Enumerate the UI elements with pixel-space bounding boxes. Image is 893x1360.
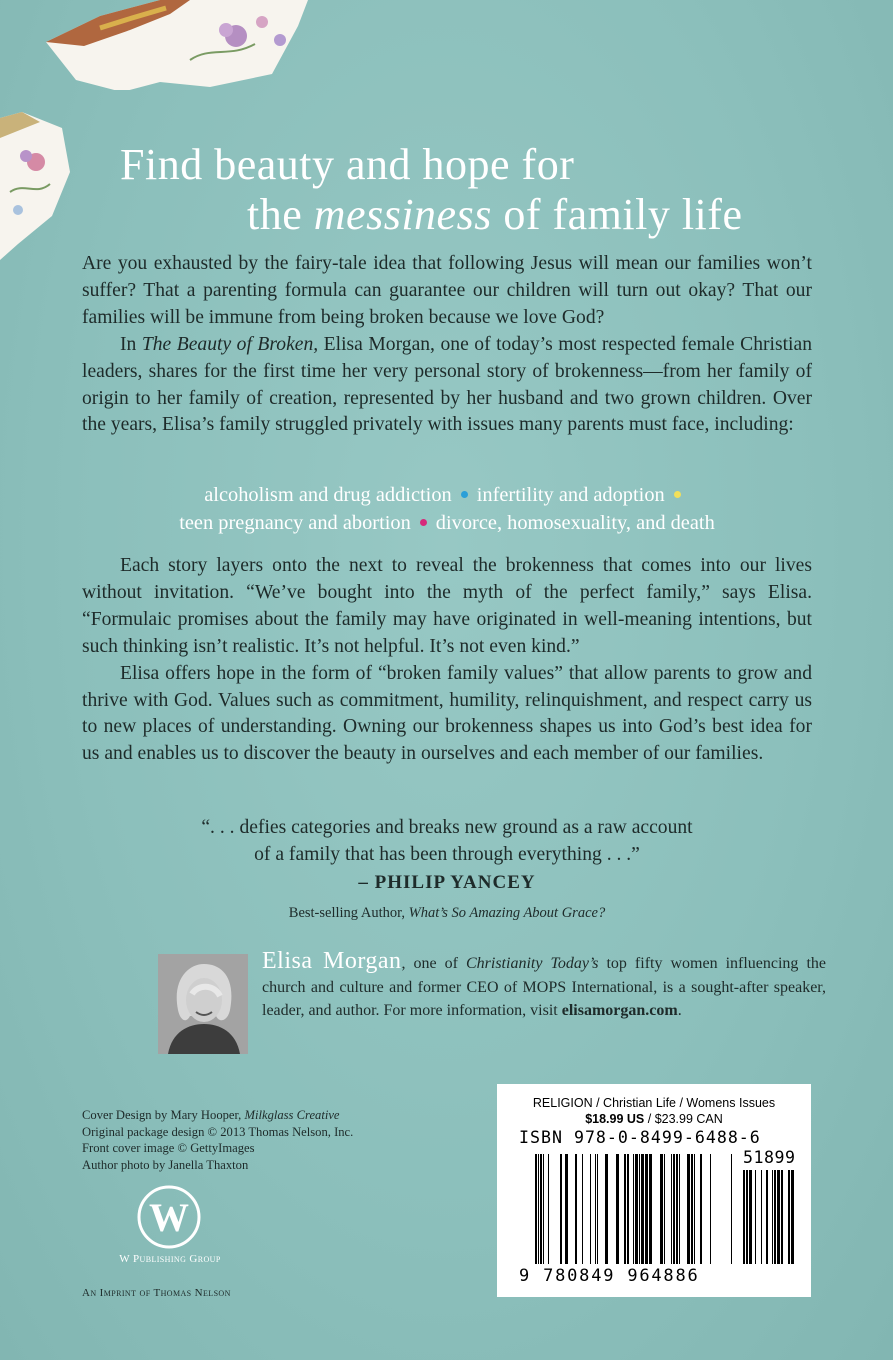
barcode-bar: [774, 1170, 776, 1264]
credit-photo: Author photo by Janella Thaxton: [82, 1157, 249, 1172]
barcode-bar: [633, 1154, 634, 1264]
barcode-bar: [694, 1154, 695, 1264]
endorsement-credential: [82, 900, 812, 927]
credential-text: Best-selling Author,: [288, 905, 409, 921]
credit-design: [82, 1107, 353, 1124]
barcode-bar: [548, 1154, 549, 1264]
author-bio-text: top fifty women influencing the church and culture and former CEO of MOPS International, is a sought-after speaker, leader, and author. For more information, visit: [262, 955, 826, 1020]
barcode-bar: [710, 1154, 711, 1264]
story-copy: [82, 553, 812, 768]
barcode-bar: [749, 1170, 752, 1264]
headline-line-1: Find beauty and hope for: [120, 140, 575, 189]
author-photo: [158, 954, 248, 1054]
barcode-bar: [540, 1154, 542, 1264]
endorsement: [82, 814, 812, 927]
barcode-bar: [761, 1170, 762, 1264]
credit-image: Front cover image © GettyImages: [82, 1141, 255, 1155]
intro-copy: [82, 251, 812, 439]
author-name: Elisa Morgan: [262, 948, 402, 974]
publisher-imprint: An Imprint of Thomas Nelson: [82, 1287, 231, 1299]
endorsement-line-2: of a family that has been through everything . . .”: [254, 844, 640, 865]
publisher-name: W Publishing Group: [119, 1253, 221, 1265]
porcelain-shard-top: [40, 0, 310, 90]
barcode-bar: [575, 1154, 577, 1264]
barcode-bar: [639, 1154, 640, 1264]
barcode-bar: [700, 1154, 702, 1264]
barcode-bar: [743, 1170, 745, 1264]
endorsement-line-1: “. . . defies categories and breaks new ground as a raw account: [201, 817, 693, 838]
barcode-bar: [535, 1154, 537, 1264]
author-bio-end: .: [677, 1002, 682, 1020]
author-bio-text: , one of: [401, 955, 466, 972]
bullet-dot-blue: [461, 491, 468, 498]
barcode-bar: [624, 1154, 626, 1264]
barcode-bar: [627, 1154, 629, 1264]
endorsement-attribution: – PHILIP YANCEY: [358, 872, 536, 893]
bisac-category: RELIGION / Christian Life / Womens Issues: [532, 1096, 776, 1110]
issues-line-2: [82, 509, 812, 537]
author-website-link[interactable]: elisamorgan.com: [561, 1002, 678, 1020]
barcode-bar: [777, 1170, 780, 1264]
issues-list: [82, 481, 812, 537]
isbn-text: ISBN 978-0-8499-6488-6: [519, 1128, 761, 1147]
barcode-bar: [616, 1154, 619, 1264]
price-can: $23.99 CAN: [654, 1112, 723, 1126]
barcode-bar: [788, 1170, 790, 1264]
barcode-bar: [597, 1154, 598, 1264]
intro-p2-rest: Elisa Morgan, one of today’s most respected female Christian leaders, shares for the first time her very personal story of brokenness—from her family of origin to her family of creation, represented by her husband and two grown children. Over the years, Elisa’s family struggled privately with issues many parents must face, including:: [82, 333, 812, 436]
intro-paragraph-2: [82, 332, 812, 440]
barcode-bar: [687, 1154, 690, 1264]
barcode-bar: [671, 1154, 672, 1264]
publisher-logo-icon: [131, 1184, 209, 1250]
issue-item: alcoholism and drug addiction: [204, 484, 452, 506]
headline-line-2-start: the: [247, 190, 314, 239]
credential-book: What’s So Amazing About Grace?: [408, 905, 606, 921]
publisher-logo-letter: W: [149, 1195, 189, 1240]
author-bio-magazine: Christianity Today’s: [465, 955, 599, 972]
story-paragraph-1: Each story layers onto the next to reveal the brokenness that comes into our lives without invitation. “We’ve bought into the myth of the perfect family,” says Elisa. “Formulaic promises about the family may have originated in well-meaning intentions, but such thinking isn’t realistic. It’s not helpful. It’s not even kind.”: [82, 555, 812, 657]
barcode-bar: [664, 1154, 665, 1264]
barcode-bar: [731, 1154, 732, 1264]
barcode-bar: [649, 1154, 652, 1264]
issue-item: divorce, homosexuality, and death: [435, 512, 715, 534]
barcode-bar: [676, 1154, 678, 1264]
bullet-dot-pink: [420, 519, 427, 526]
barcode-bar: [755, 1170, 756, 1264]
issue-item: teen pregnancy and abortion: [179, 512, 411, 534]
barcode-bar: [565, 1154, 568, 1264]
cover-credits: [82, 1107, 353, 1173]
barcode-bar: [673, 1154, 675, 1264]
headline-line-2: [247, 190, 742, 240]
credit-design-studio: Milkglass Creative: [244, 1108, 340, 1122]
story-paragraph-2: Elisa offers hope in the form of “broken family values” that allow parents to grow and thrive with God. Values such as commitment, humility, relinquishment, and respect carry us to new places of understanding. Owning our brokenness shapes us into God’s best idea for us and enables us to discover the beauty in ourselves and each member of our families.: [82, 662, 812, 765]
porcelain-shard-left: [0, 112, 72, 262]
issues-line-1: [82, 481, 812, 509]
price-separator: /: [644, 1112, 655, 1126]
ean-digits: 9 780849 964886: [519, 1266, 700, 1286]
barcode-bar: [635, 1154, 638, 1264]
barcode-bar: [645, 1154, 648, 1264]
credit-package: Original package design © 2013 Thomas Nelson, Inc.: [82, 1124, 354, 1139]
bullet-dot-yellow: [674, 491, 681, 498]
issue-item: infertility and adoption: [476, 484, 665, 506]
headline-emphasis: messiness: [313, 190, 492, 239]
barcode-bar: [595, 1154, 596, 1264]
barcode-bar: [766, 1170, 768, 1264]
author-bio: [262, 950, 826, 1023]
barcode-bar: [582, 1154, 583, 1264]
barcode-bar: [538, 1154, 539, 1264]
barcode-label: [497, 1084, 811, 1297]
barcode-bar: [660, 1154, 663, 1264]
book-title: The Beauty of Broken,: [141, 333, 319, 355]
barcode-bar: [746, 1170, 748, 1264]
barcode-bar: [679, 1154, 680, 1264]
barcode-bar: [590, 1154, 591, 1264]
barcode-bar: [791, 1170, 794, 1264]
barcode-bar: [781, 1170, 783, 1264]
price-supplement-code: 51899: [743, 1148, 796, 1167]
intro-p2-start: In: [120, 333, 142, 355]
headline-line-2-end: of family life: [491, 190, 743, 239]
intro-paragraph-1: Are you exhausted by the fairy-tale idea that following Jesus will mean our families won’t suffer? That a parenting formula can guarantee our children will turn out okay? That our families will be immune from being broken because we love God?: [82, 253, 812, 328]
barcode-bar: [772, 1170, 773, 1264]
barcode-bar: [641, 1154, 644, 1264]
barcode-bar: [605, 1154, 608, 1264]
barcode-bar: [560, 1154, 562, 1264]
price-us: $18.99 US: [585, 1112, 645, 1126]
barcode-bar: [543, 1154, 544, 1264]
barcode-bar: [691, 1154, 693, 1264]
credit-design-text: Cover Design by Mary Hooper,: [82, 1108, 245, 1122]
